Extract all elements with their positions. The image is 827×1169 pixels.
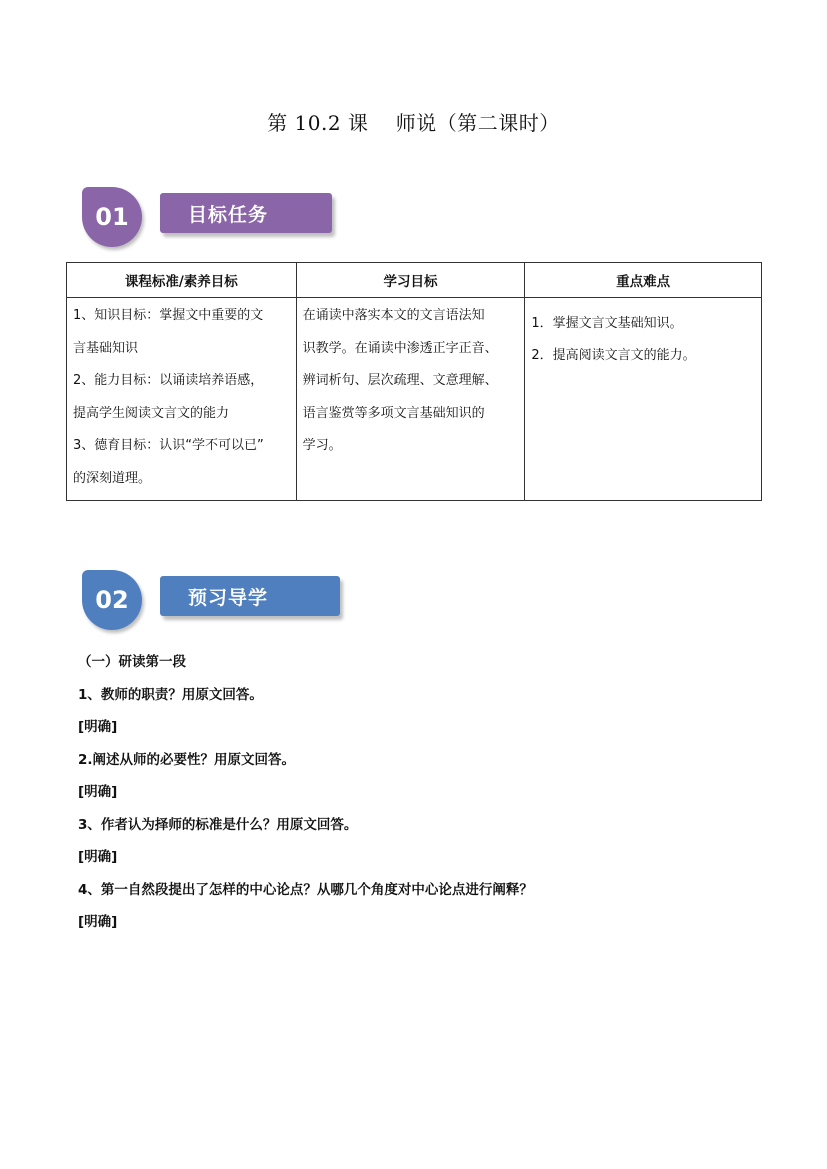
table-cell-key-points	[525, 298, 762, 501]
table-cell-learning-goal	[296, 298, 525, 501]
subsection-heading: （一）研读第一段	[78, 654, 186, 670]
section-title-bar: 目标任务	[160, 193, 332, 233]
table-header-standard: 课程标准/素养目标	[67, 263, 297, 298]
cell-line: 在诵读中落实本文的文言语法知	[302, 308, 485, 323]
answer-label: [明确]	[78, 849, 118, 865]
cell-line: 2、能力目标：以诵读培养语感，	[73, 373, 264, 388]
question-4: 4、第一自然段提出了怎样的中心论点？从哪几个角度对中心论点进行阐释？	[78, 882, 533, 898]
answer-label: [明确]	[78, 914, 118, 930]
goal-table	[66, 262, 762, 501]
table-header-key-points: 重点难点	[525, 263, 762, 298]
cell-line: 3、德育目标：认识“学不可以已”	[73, 438, 264, 453]
section-number-badge: 02	[82, 570, 142, 630]
table-header-learning-goal: 学习目标	[296, 263, 525, 298]
section-number-badge: 01	[82, 187, 142, 247]
cell-line: 1．掌握文言文基础知识。	[531, 316, 683, 331]
question-1: 1、教师的职责？用原文回答。	[78, 687, 263, 703]
answer-label: [明确]	[78, 784, 118, 800]
cell-line: 提高学生阅读文言文的能力	[73, 405, 230, 421]
cell-line: 的深刻道理。	[73, 470, 152, 486]
question-3: 3、作者认为择师的标准是什么？用原文回答。	[78, 817, 358, 833]
table-row	[67, 298, 762, 501]
section-header-1	[82, 185, 342, 249]
answer-label: [明确]	[78, 719, 118, 735]
cell-line: 语言鉴赏等多项文言基础知识的	[302, 405, 485, 421]
cell-line: 言基础知识	[73, 340, 139, 356]
table-cell-standard	[67, 298, 297, 501]
section-header-2	[82, 568, 342, 632]
cell-line: 1、知识目标：掌握文中重要的文	[73, 308, 264, 323]
cell-line: 2．提高阅读文言文的能力。	[531, 348, 696, 363]
question-2: 2.阐述从师的必要性？用原文回答。	[78, 752, 296, 768]
cell-line: 识教学。在诵读中渗透正字正音、	[302, 340, 498, 356]
section-title-bar: 预习导学	[160, 576, 340, 616]
cell-line: 辨词析句、层次疏理、文意理解、	[302, 373, 498, 388]
cell-line: 学习。	[302, 438, 342, 453]
page-title: 第 10.2 课 师说（第二课时）	[267, 111, 560, 135]
